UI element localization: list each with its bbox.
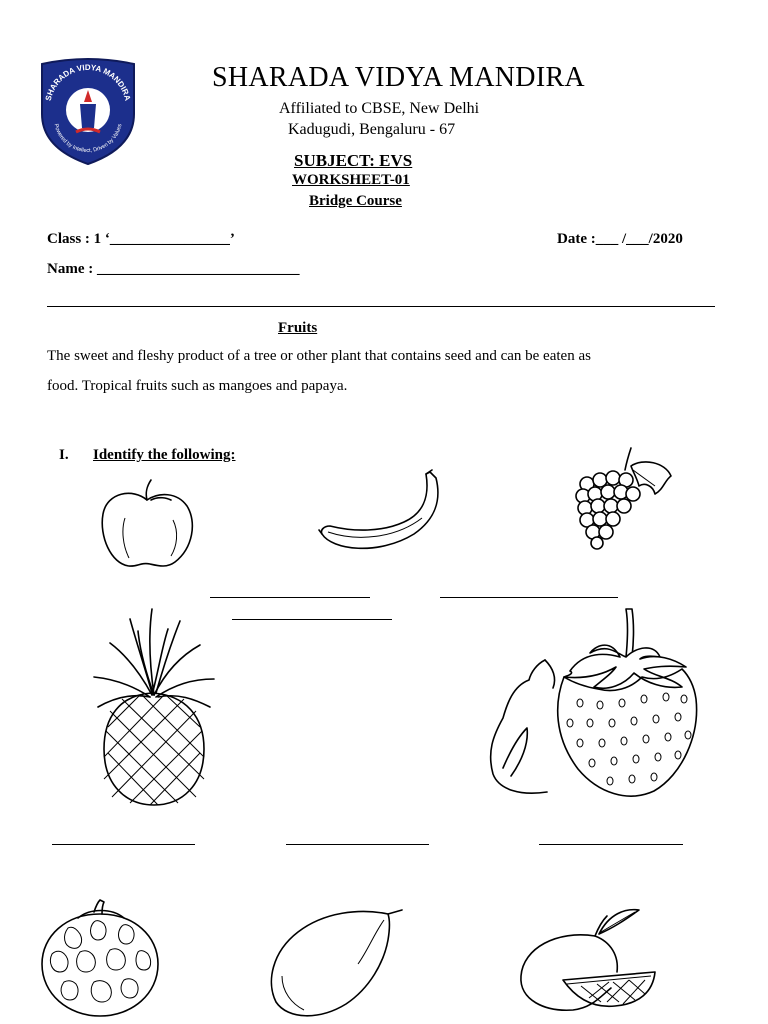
name-field[interactable]: Name : ___________________________ [47, 261, 300, 277]
date-field[interactable]: Date :___ /___/2020 [557, 231, 683, 247]
answer-blank-pineapple[interactable] [52, 844, 195, 845]
affiliation: Affiliated to CBSE, New Delhi [279, 100, 480, 117]
school-logo [32, 56, 144, 168]
answer-blank-banana[interactable] [232, 619, 392, 620]
mango-icon [515, 902, 660, 1022]
pineapple-icon [92, 607, 217, 812]
custard-apple-icon [38, 898, 163, 1018]
worksheet-heading: WORKSHEET-01 [292, 172, 410, 188]
section-title: Fruits [278, 320, 318, 336]
banana-icon [318, 468, 448, 558]
separator-line [47, 306, 715, 307]
address: Kadugudi, Bengaluru - 67 [288, 121, 456, 138]
grapes-icon [573, 446, 673, 551]
papaya-icon [262, 906, 407, 1021]
apple-icon [95, 478, 205, 573]
question-label: Identify the following: [93, 447, 236, 463]
answer-blank-guava[interactable] [286, 844, 429, 845]
question-number: I. [59, 447, 69, 463]
section-description-line-2: food. Tropical fruits such as mangoes and papaya. [47, 378, 348, 394]
subject-heading: SUBJECT: EVS [294, 151, 413, 170]
answer-blank-apple[interactable] [210, 597, 370, 598]
school-name: SHARADA VIDYA MANDIRA [212, 62, 585, 93]
answer-blank-strawberry[interactable] [539, 844, 683, 845]
class-field[interactable]: Class : 1 ‘________________’ [47, 231, 235, 247]
logo-arc-text: SHARADA VIDYA MANDIRA [43, 62, 133, 102]
strawberry-icon [550, 607, 700, 802]
section-description-line-1: The sweet and fleshy product of a tree or other plant that contains seed and can be eaten as [47, 348, 591, 364]
logo-motto: Powered by Intellect, Driven by Values [52, 123, 124, 154]
course-heading: Bridge Course [309, 193, 402, 209]
answer-blank-grapes[interactable] [440, 597, 618, 598]
